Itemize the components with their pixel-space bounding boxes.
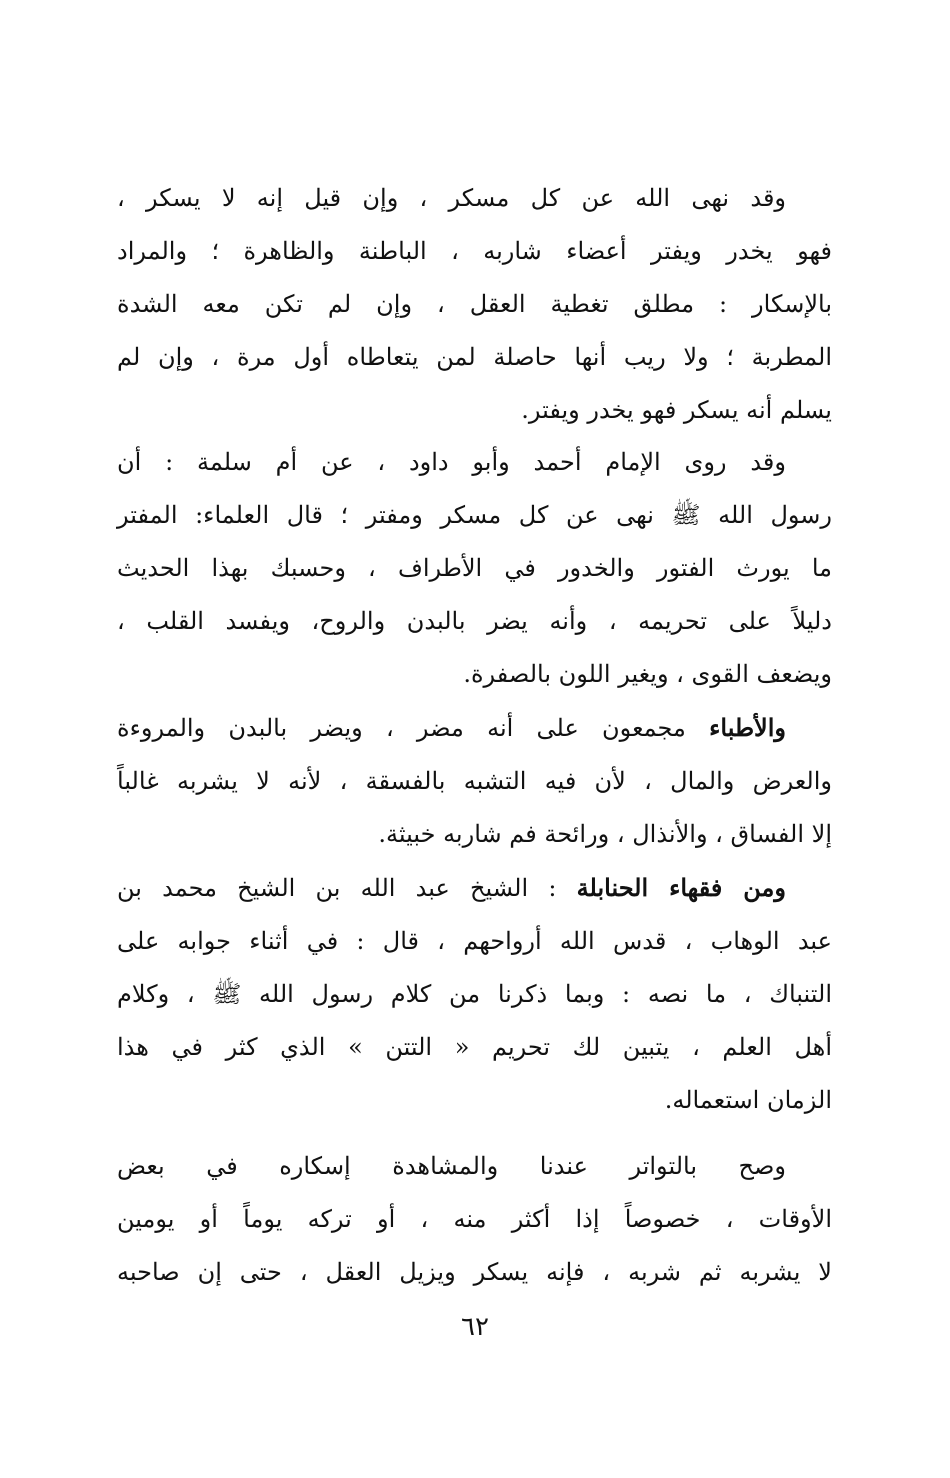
paragraph-line: وقد روى الإمام أحمد وأبو داود ، عن أم سلمة : أن	[117, 448, 786, 476]
paragraph-line: الزمان استعماله.	[664, 1086, 832, 1114]
paragraph-line: فهو يخدر ويفتر أعضاء شاربه ، الباطنة والظاهرة ؛ والمراد	[117, 237, 832, 265]
paragraph-1	[117, 172, 832, 437]
paragraph-line: ومن فقهاء الحنابلة : الشيخ عبد الله بن الشيخ محمد بن	[117, 873, 787, 902]
paragraph-line: المطربة ؛ ولا ريب أنها حاصلة لمن يتعاطاه أول مرة ، وإن لم	[117, 343, 832, 371]
paragraph-line: لا يشربه ثم شربه ، فإنه يسكر ويزيل العقل ، حتى إن صاحبه	[117, 1258, 832, 1286]
page-number: ٦٢	[461, 1312, 489, 1342]
paragraph-2	[117, 436, 832, 701]
paragraph-5	[117, 1140, 832, 1299]
paragraph-line: الأوقات ، خصوصاً إذا أكثر منه ، أو تركه يوماً أو يومين	[117, 1205, 832, 1233]
paragraph-line: بالإسكار : مطلق تغطية العقل ، وإن لم تكن معه الشدة	[117, 290, 832, 318]
paragraph-line: والعرض والمال ، لأن فيه التشبه بالفسقة ، لأنه لا يشربه غالباً	[117, 767, 832, 795]
paragraph-line: ما يورث الفتور والخدور في الأطراف ، وحسبك بهذا الحديث	[117, 554, 832, 582]
bold-lead: ومن فقهاء الحنابلة	[576, 873, 787, 902]
paragraph-line: وصح بالتواتر عندنا والمشاهدة إسكاره في بعض	[117, 1152, 786, 1180]
paragraph-line: يسلم أنه يسكر فهو يخدر ويفتر.	[521, 396, 832, 424]
paragraph-3	[117, 701, 832, 861]
paragraph-line: إلا الفساق ، والأنذال ، ورائحة فم شاربه خبيثة.	[378, 820, 832, 848]
paragraph-4	[117, 861, 832, 1127]
paragraph-line: أهل العلم ، يتبين لك تحريم « التتن » الذي كثر في هذا	[117, 1033, 832, 1061]
paragraph-line: ويضعف القوى ، ويغير اللون بالصفرة.	[463, 660, 832, 688]
paragraph-line: والأطباء مجمعون على أنه مضر ، ويضر بالبدن والمروءة	[117, 713, 786, 742]
paragraph-line: التنباك ، ما نصه : وبما ذكرنا من كلام رسول الله ﷺ ، وكلام	[117, 980, 832, 1008]
bold-lead: والأطباء	[709, 713, 786, 742]
paragraph-line: عبد الوهاب ، قدس الله أرواحهم ، قال : في أثناء جوابه على	[117, 927, 832, 955]
paragraph-line: وقد نهى الله عن كل مسكر ، وإن قيل إنه لا يسكر ،	[117, 184, 786, 212]
paragraph-line: رسول الله ﷺ نهى عن كل مسكر ومفتر ؛ قال العلماء: المفتر	[117, 501, 832, 529]
paragraph-line: دليلاً على تحريمه ، وأنه يضر بالبدن والروح، ويفسد القلب ،	[117, 607, 832, 635]
